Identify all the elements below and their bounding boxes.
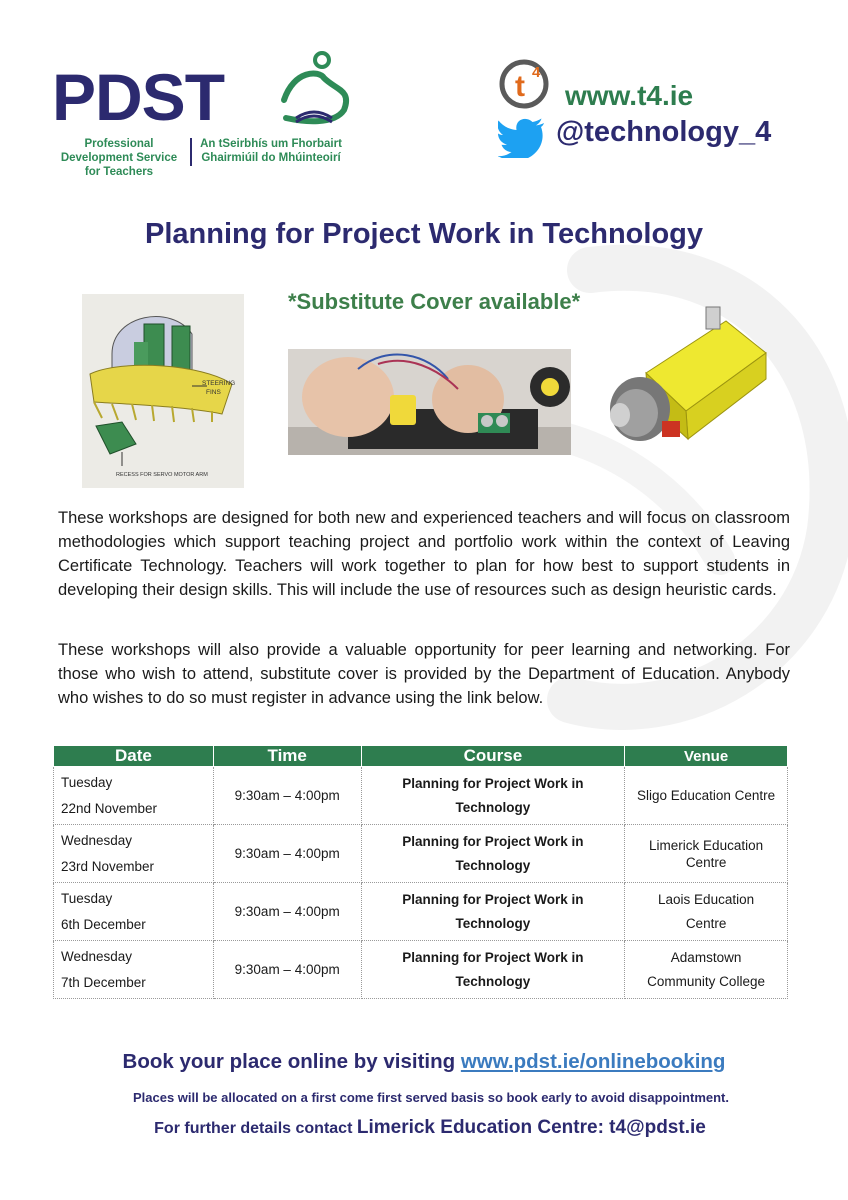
venue-line-1: Limerick Education [649,837,764,853]
venue-line-2: Community College [647,973,765,989]
substitute-cover-note: *Substitute Cover available* [288,289,581,314]
contact-line [0,1117,848,1139]
time-cell: 9:30am – 4:00pm [213,825,361,883]
date-date: 6th December [61,916,146,932]
pdst-logo [52,50,342,178]
header-venue: Venue [625,746,788,767]
date-day: Tuesday [61,890,113,906]
contact-prefix: For further details contact [154,1120,353,1137]
pdst-divider [190,138,192,166]
pdst-figure-icon [274,50,354,130]
table-row [54,941,788,999]
course-line-2: Technology [455,915,531,931]
course-cell [361,941,625,999]
pdst-subtitle-english: Professional Development Service for Teachers [60,138,178,178]
date-cell [54,941,214,999]
venue-cell [625,767,788,825]
date-day: Wednesday [61,832,133,848]
time-cell: 9:30am – 4:00pm [213,883,361,941]
t4-website[interactable]: www.t4.ie [565,80,694,111]
date-day: Tuesday [61,774,113,790]
booking-text: Book your place online by visiting [122,1050,456,1073]
venue-line-1: Adamstown [670,949,742,965]
date-cell [54,883,214,941]
intro-paragraph: These workshops are designed for both new and experienced teachers and will focus on classroom methodologies which support teaching project and portfolio work within the context of Leaving Certificate Technology. Teachers will work together to plan for how best to support students in developing their design skills. This will include the use of resources such as design heuristic cards. [58,509,790,599]
course-cell [361,883,625,941]
course-line-1: Planning for Project Work in [402,775,584,791]
time-cell: 9:30am – 4:00pm [213,767,361,825]
contact-detail[interactable]: Limerick Education Centre: t4@pdst.ie [356,1117,706,1138]
page-title: Planning for Project Work in Technology [144,218,704,250]
design-sketch-image [82,294,244,488]
venue-cell [625,883,788,941]
twitter-bird-icon [498,118,546,158]
workshop-schedule-table [53,745,788,999]
booking-link[interactable]: www.pdst.ie/onlinebooking [460,1050,726,1073]
table-row [54,825,788,883]
venue-line-2: Centre [685,854,727,870]
course-line-2: Technology [455,799,531,815]
date-date: 22nd November [61,800,158,816]
course-cell [361,767,625,825]
networking-paragraph: These workshops will also provide a valuable opportunity for peer learning and networking. For those who wish to attend, substitute cover is provided by the Department of Education. Anybody who wishes to do so must register in advance using the link below. [58,641,790,707]
sketch-label-steering: STEERING [202,380,236,387]
time-cell: 9:30am – 4:00pm [213,941,361,999]
venue-line-1: Sligo Education Centre [637,787,776,803]
students-building-photo [288,349,571,455]
t4-logo-superscript: 4 [532,64,541,81]
venue-line-1: Laois Education [658,891,755,907]
date-cell [54,767,214,825]
twitter-handle[interactable]: @technology_4 [556,116,772,148]
course-line-1: Planning for Project Work in [402,949,584,965]
venue-cell [625,825,788,883]
course-line-2: Technology [455,973,531,989]
course-line-2: Technology [455,857,531,873]
table-row [54,883,788,941]
table-row [54,767,788,825]
course-line-1: Planning for Project Work in [402,891,584,907]
header-time: Time [213,746,361,767]
course-line-1: Planning for Project Work in [402,833,584,849]
date-date: 23rd November [61,858,155,874]
booking-line [0,1050,848,1074]
sketch-label-fins: FINS [206,389,221,396]
yellow-motor-image [606,303,771,458]
places-note: Places will be allocated on a first come first served basis so book early to avoid disappointment. [132,1090,729,1105]
date-cell [54,825,214,883]
pdst-logo-word: PDST [52,60,225,134]
venue-cell [625,941,788,999]
t4-logo-icon [498,58,550,110]
pdst-subtitle-irish: An tSeirbhís um Fhorbairt Ghairmiúil do Mhúinteoirí [200,138,342,164]
sketch-label-recess: RECESS FOR SERVO MOTOR ARM [116,472,208,478]
venue-line-2: Centre [685,915,727,931]
header-course: Course [361,746,625,767]
t4-logo-letter: t [515,70,525,103]
header-date: Date [54,746,214,767]
date-date: 7th December [61,974,146,990]
date-day: Wednesday [61,948,133,964]
course-cell [361,825,625,883]
